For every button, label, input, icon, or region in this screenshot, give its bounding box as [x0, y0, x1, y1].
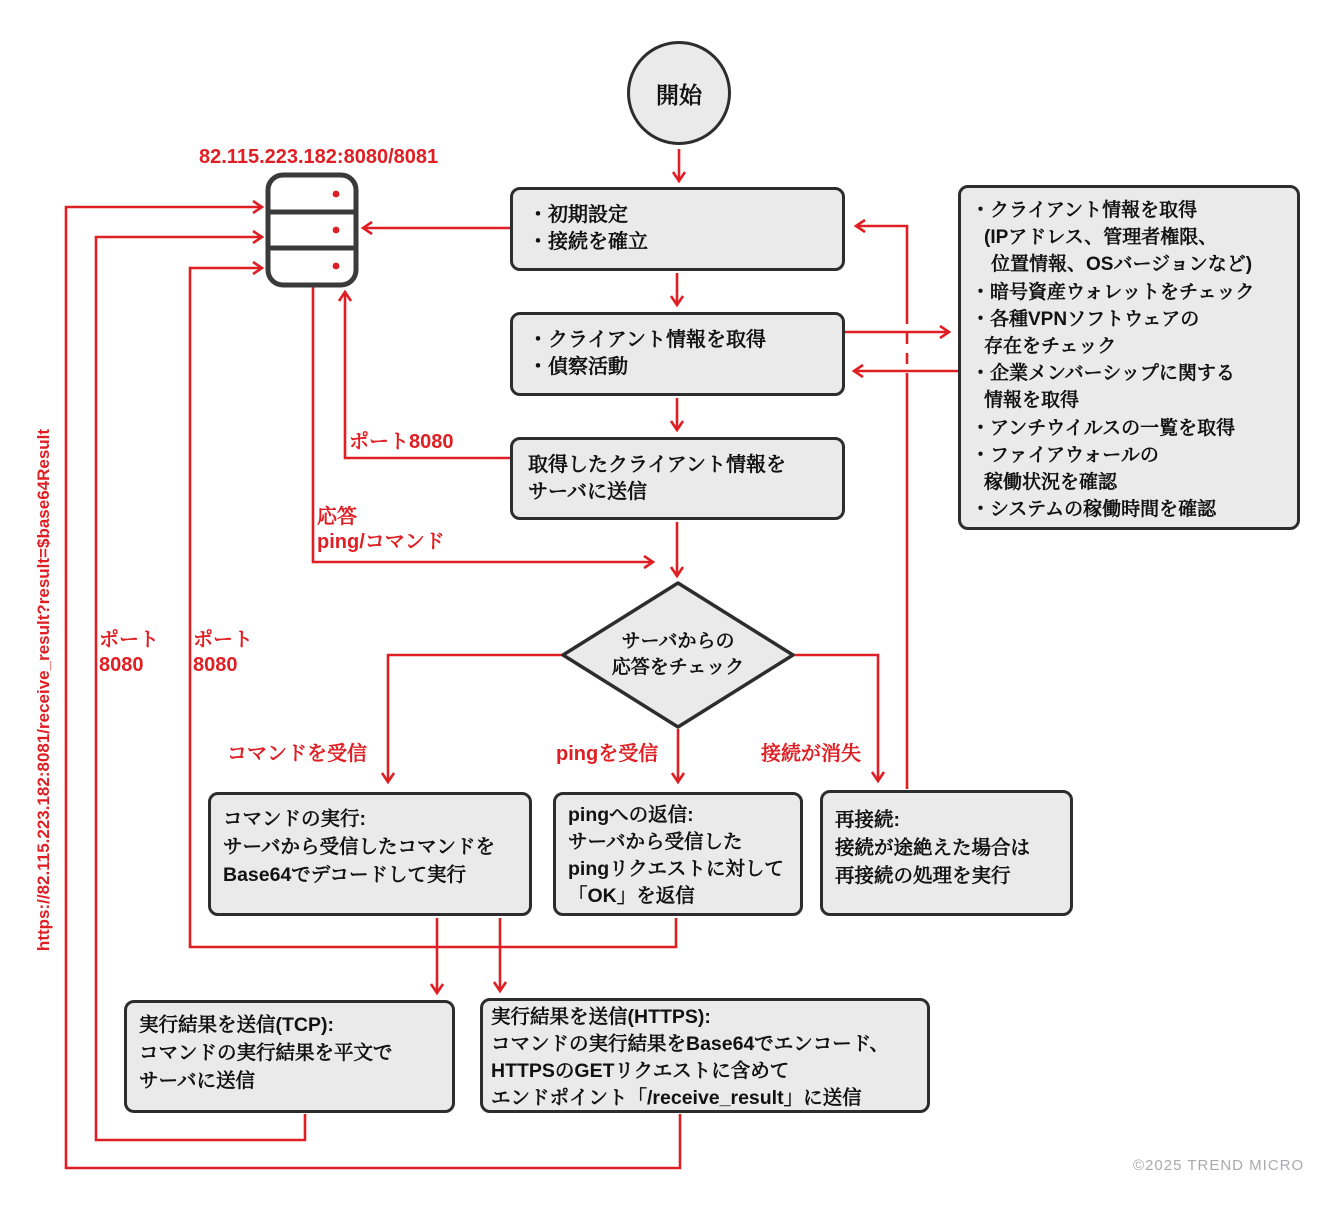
label-branch-command: コマンドを受信 [227, 743, 367, 765]
ping-reply-line: pingリクエストに対して [568, 858, 784, 880]
node-check-line: サーバからの [621, 631, 735, 652]
detail-line: ・アンチウイルスの一覧を取得 [971, 417, 1236, 439]
watermark: ©2025 TREND MICRO [1133, 1157, 1305, 1174]
edge-reconnect-loop-upper [856, 226, 907, 318]
detail-line: 情報を取得 [984, 390, 1080, 412]
command-exec-line: コマンドの実行: [223, 808, 366, 830]
send-https-line: エンドポイント「/receive_result」に送信 [491, 1087, 862, 1109]
label-port-left-inner [193, 628, 253, 678]
label-port-line: 8080 [193, 654, 238, 676]
node-start [627, 41, 731, 145]
ping-reply-line: pingへの返信: [568, 804, 694, 826]
send-https-line: HTTPSのGETリクエストに含めて [491, 1060, 790, 1082]
node-recon-detail [958, 185, 1300, 530]
label-branch-lost: 接続が消失 [761, 743, 861, 765]
ping-reply-line: サーバから受信した [568, 831, 743, 853]
node-ping-reply [553, 792, 803, 916]
label-response [317, 505, 445, 555]
label-port-line: ポート [99, 629, 159, 651]
server-led-2 [333, 227, 340, 234]
node-send-tcp [124, 1000, 455, 1113]
reconnect-line: 再接続: [835, 809, 900, 831]
send-tcp-line: コマンドの実行結果を平文で [139, 1042, 393, 1064]
node-reconnect [820, 790, 1073, 916]
send-https-line: 実行結果を送信(HTTPS): [491, 1006, 711, 1028]
label-port-8080-top: ポート8080 [349, 431, 454, 453]
detail-line: ・暗号資産ウォレットをチェック [971, 281, 1255, 303]
send-https-line: コマンドの実行結果をBase64でエンコード、 [491, 1033, 890, 1055]
label-port-line: 8080 [99, 654, 144, 676]
node-send-info [510, 437, 845, 520]
node-client-info-line: ・クライアント情報を取得 [528, 329, 766, 351]
detail-line: ・各種VPNソフトウェアの [971, 308, 1200, 330]
detail-line: ・ファイアウォールの [971, 444, 1159, 466]
server-led-3 [333, 263, 340, 270]
node-init-line: ・接続を確立 [528, 231, 648, 253]
server-led-1 [333, 191, 340, 198]
send-tcp-line: 実行結果を送信(TCP): [139, 1014, 334, 1036]
label-response-line: 応答 [317, 506, 357, 528]
label-response-line: ping/コマンド [317, 531, 445, 553]
node-init-line: ・初期設定 [528, 204, 628, 226]
command-exec-line: Base64でデコードして実行 [223, 864, 467, 886]
detail-line: 位置情報、OSバージョンなど) [991, 254, 1253, 276]
node-init [510, 187, 845, 271]
detail-line: (IPアドレス、管理者権限、 [984, 227, 1218, 249]
ping-reply-line: 「OK」を返信 [568, 885, 695, 907]
reconnect-line: 再接続の処理を実行 [835, 865, 1011, 887]
label-port-left-outer [99, 628, 159, 678]
edge-check-to-commandexec [388, 655, 563, 782]
node-send-https [480, 998, 930, 1113]
send-tcp-line: サーバに送信 [139, 1070, 256, 1092]
node-command-exec [208, 792, 532, 916]
detail-line: ・企業メンバーシップに関する [971, 363, 1235, 385]
reconnect-line: 接続が途絶えた場合は [835, 837, 1031, 859]
detail-line: ・クライアント情報を取得 [971, 200, 1198, 221]
node-check-line: 応答をチェック [611, 657, 745, 678]
detail-line: 稼働状況を確認 [984, 472, 1118, 494]
node-check-label [578, 629, 778, 681]
node-client-info [510, 312, 845, 396]
detail-line: 存在をチェック [984, 336, 1117, 358]
server-ip-label: 82.115.223.182:8080/8081 [199, 146, 439, 168]
node-start-label: 開始 [656, 81, 702, 108]
node-client-info-line: ・偵察活動 [528, 356, 628, 378]
label-branch-ping: pingを受信 [556, 743, 659, 765]
label-https-url: https://82.115.223.182:8081/receive_result?result=$base64Result [34, 428, 53, 952]
server-icon [268, 175, 356, 285]
node-send-info-line: サーバに送信 [528, 480, 647, 503]
node-send-info-line: 取得したクライアント情報を [528, 453, 786, 476]
label-port-line: ポート [193, 629, 253, 651]
command-exec-line: サーバから受信したコマンドを [223, 836, 496, 858]
detail-line: ・システムの稼働時間を確認 [971, 499, 1217, 521]
